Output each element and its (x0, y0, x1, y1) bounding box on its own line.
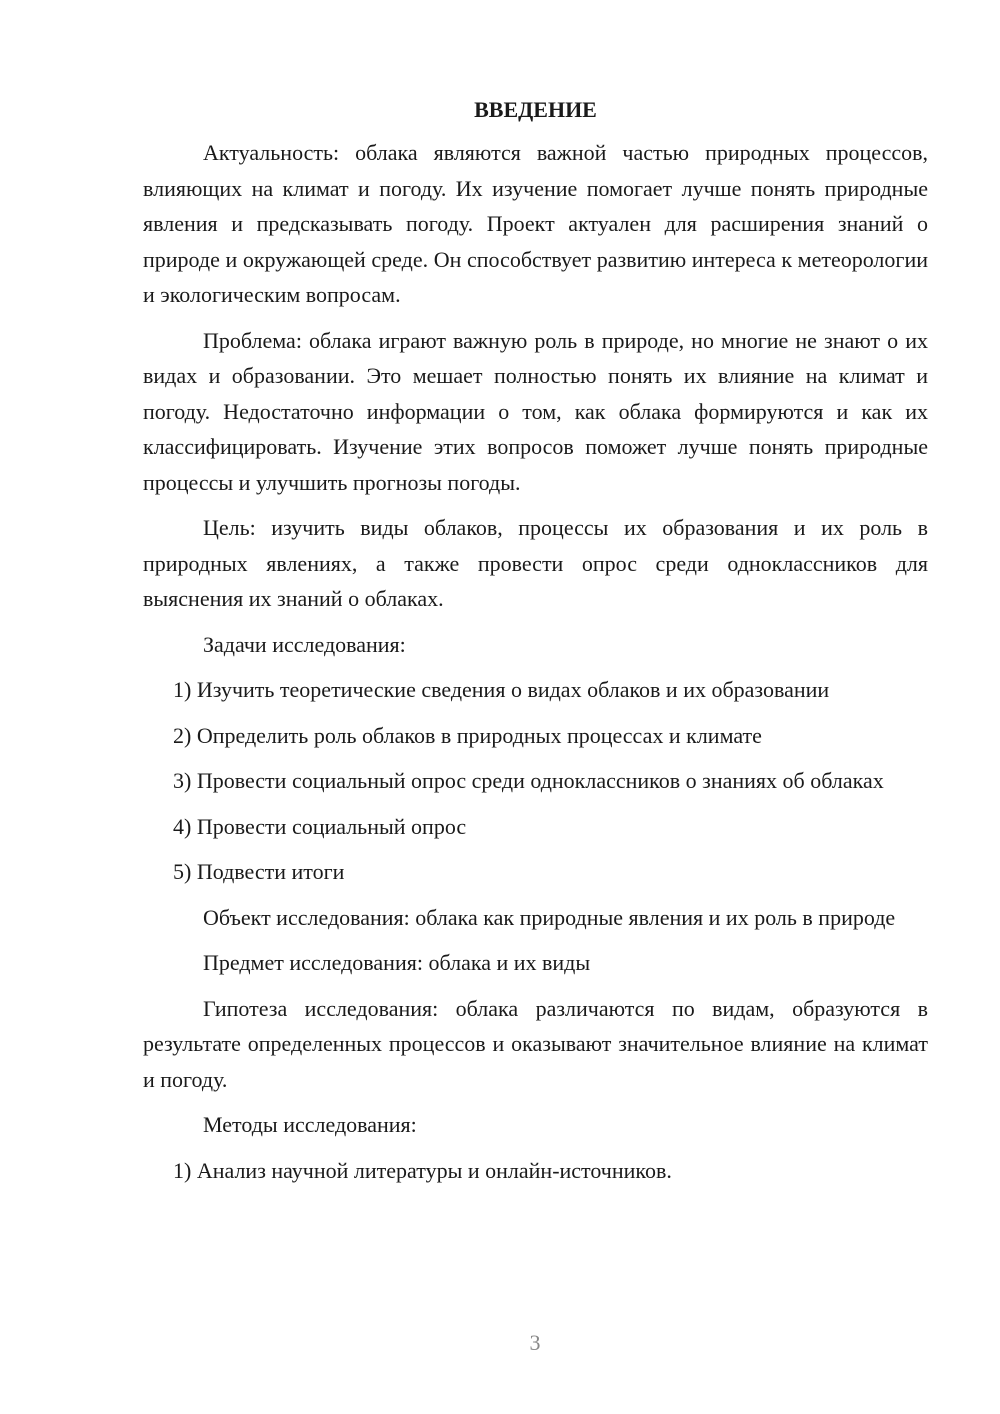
task-item-4: 4) Провести социальный опрос (173, 813, 467, 839)
hypothesis-paragraph: Гипотеза исследования: облака различаются по видам, образуются в результате определенных процессов и оказывают значительное влияние на климат и погоду. (143, 995, 928, 1092)
task-item-1: 1) Изучить теоретические сведения о видах облаков и их образовании (173, 677, 830, 702)
object-paragraph: Объект исследования: облака как природные явления и их роль в природе (203, 904, 896, 930)
task-item-5: 5) Подвести итоги (173, 859, 345, 884)
page-number: 3 (529, 1330, 541, 1355)
tasks-heading: Задачи исследования: (203, 631, 406, 657)
method-item-1: 1) Анализ научной литературы и онлайн-источников. (173, 1157, 672, 1183)
problem-paragraph: Проблема: облака играют важную роль в природе, но многие не знают о их видах и образовании. Это мешает полностью понять их влияние на климат и погоду. Недостаточно информации о том, как облака формируются и как их классифицировать. Изучение этих вопросов поможет лучше понять природные процессы и улучшить прогнозы погоды. (143, 327, 928, 495)
task-item-3: 3) Провести социальный опрос среди одноклассников о знаниях об облаках (173, 768, 884, 793)
relevance-paragraph: Актуальность: облака являются важной частью природных процессов, влияющих на климат и погоду. Их изучение помогает лучше понять природные явления и предсказывать погоду. Проект актуален для расширения знаний о природе и окружающей среде. Он способствует развитию интереса к метеорологии и экологическим вопросам. (143, 140, 928, 307)
task-item-2: 2) Определить роль облаков в природных процессах и климате (173, 722, 762, 748)
document-page (143, 95, 928, 1188)
subject-paragraph: Предмет исследования: облака и их виды (203, 950, 591, 975)
goal-paragraph: Цель: изучить виды облаков, процессы их образования и их роль в природных явлениях, а также провести опрос среди одноклассников для выяснения их знаний о облаках. (143, 515, 928, 611)
methods-heading: Методы исследования: (203, 1112, 417, 1137)
section-title: ВВЕДЕНИЕ (474, 97, 597, 122)
